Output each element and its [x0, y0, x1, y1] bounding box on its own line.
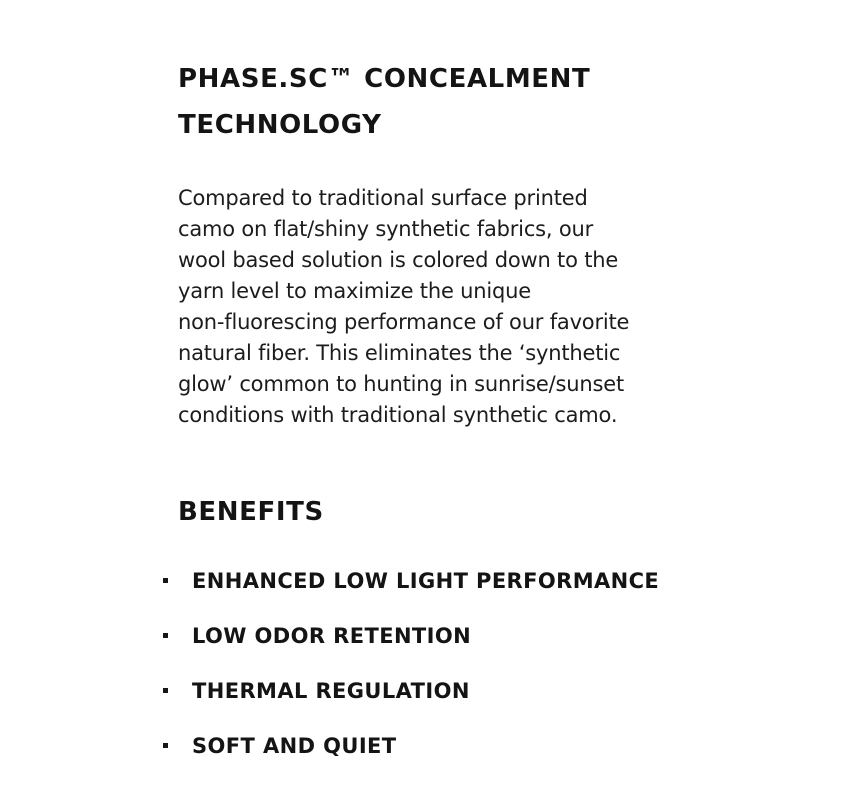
technology-heading-line-1: PHASE.SC™ CONCEALMENT	[178, 64, 591, 94]
description-line: natural fiber. This eliminates the ‘synthetic	[178, 341, 621, 365]
description-line: non-fluorescing performance of our favorite	[178, 310, 630, 334]
benefit-item	[163, 553, 659, 608]
benefit-label: LOW ODOR RETENTION	[192, 623, 472, 648]
benefit-label: SOFT AND QUIET	[192, 733, 397, 758]
technology-description	[178, 183, 698, 431]
description-line: Compared to traditional surface printed	[178, 186, 588, 210]
technology-heading-line-2: TECHNOLOGY	[178, 110, 382, 140]
benefits-heading: BENEFITS	[178, 497, 324, 527]
benefit-label: ENHANCED LOW LIGHT PERFORMANCE	[192, 568, 660, 593]
technology-heading-block	[178, 56, 698, 148]
benefits-list	[163, 553, 659, 773]
square-bullet-icon	[163, 743, 168, 748]
benefit-item	[163, 718, 659, 773]
square-bullet-icon	[163, 688, 168, 693]
benefits-heading-block	[178, 489, 698, 535]
technology-heading	[178, 56, 698, 148]
square-bullet-icon	[163, 578, 168, 583]
benefit-item	[163, 608, 659, 663]
description-line: wool based solution is colored down to the	[178, 248, 619, 272]
benefit-label: THERMAL REGULATION	[192, 678, 470, 703]
description-line: glow’ common to hunting in sunrise/sunset	[178, 372, 624, 396]
square-bullet-icon	[163, 633, 168, 638]
description-line: camo on flat/shiny synthetic fabrics, our	[178, 217, 594, 241]
description-line: yarn level to maximize the unique	[178, 279, 531, 303]
benefit-item	[163, 663, 659, 718]
description-line: conditions with traditional synthetic camo.	[178, 403, 618, 427]
